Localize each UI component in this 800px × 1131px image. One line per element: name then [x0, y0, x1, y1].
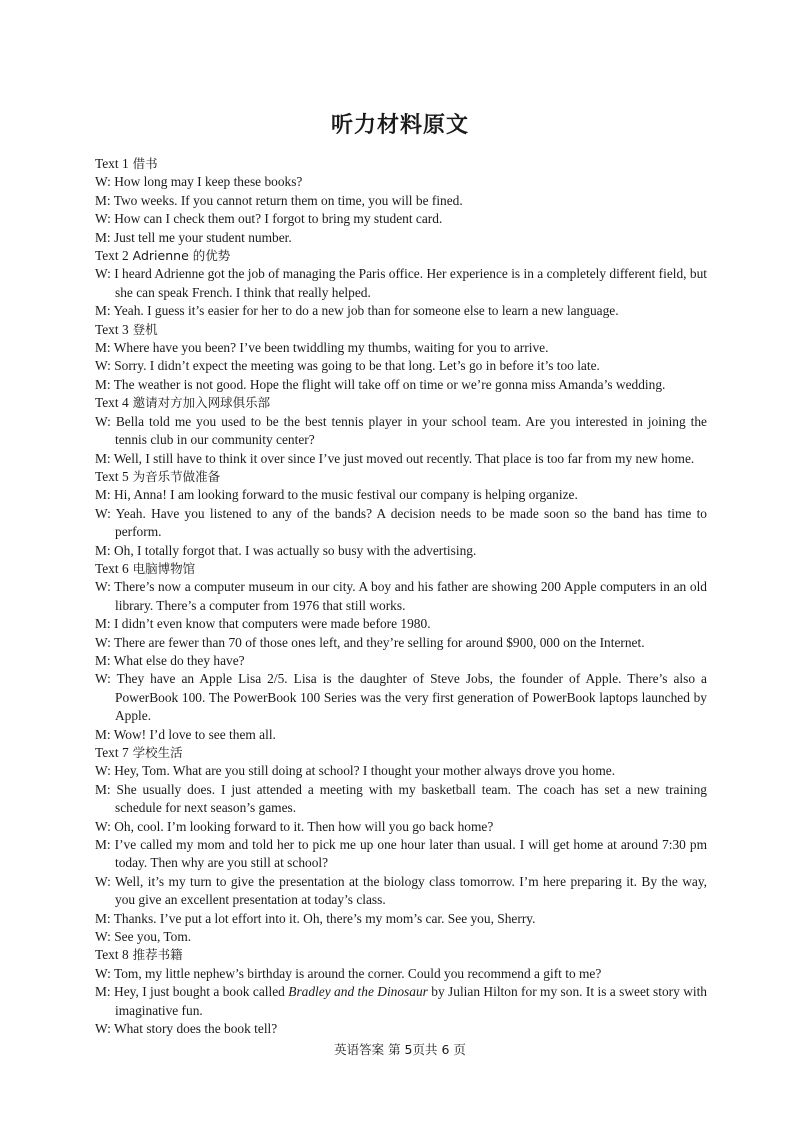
- dialogue-line: M: I’ve called my mom and told her to pick me up one hour later than usual. I will get home at around 7:30 pm today. Then why are you still at school?: [95, 837, 707, 871]
- dialogue-line: M: Where have you been? I’ve been twiddling my thumbs, waiting for you to arrive.: [95, 340, 549, 356]
- dialogue-line: W: They have an Apple Lisa 2/5. Lisa is the daughter of Steve Jobs, the founder of Apple. There’s also a PowerBook 100. The PowerBook 100 Series was the very first generation of PowerBook laptops launched by Apple.: [95, 671, 707, 724]
- section-heading: [95, 321, 707, 339]
- section-heading: [95, 560, 707, 578]
- dialogue-line: M: Just tell me your student number.: [95, 229, 292, 245]
- dialogue-line: M: Two weeks. If you cannot return them on time, you will be fined.: [95, 192, 463, 208]
- dialogue-line: M: Oh, I totally forgot that. I was actually so busy with the advertising.: [95, 542, 477, 558]
- dialogue-line: M: What else do they have?: [95, 652, 245, 668]
- section-heading: [95, 744, 707, 762]
- dialogue-line: W: Sorry. I didn’t expect the meeting was going to be that long. Let’s go in before it’s too late.: [95, 358, 600, 374]
- dialogue-line: M: Thanks. I’ve put a lot effort into it. Oh, there’s my mom’s car. See you, Sherry.: [95, 910, 536, 926]
- section-label: Text 3: [95, 321, 129, 337]
- dialogue-line: W: Bella told me you used to be the best tennis player in your school team. Are you interested in joining the tennis club in our community center?: [95, 413, 707, 448]
- section-label: Text 7: [95, 745, 129, 760]
- dialogue-line: W: How long may I keep these books?: [95, 174, 303, 190]
- dialogue-line: W: Tom, my little nephew’s birthday is around the corner. Could you recommend a gift to me?: [95, 965, 602, 981]
- dialogue-line: W: Well, it’s my turn to give the presentation at the biology class tomorrow. I’m here preparing it. By the way, you give an excellent presentation at today’s class.: [95, 873, 707, 908]
- section-topic: 学校生活: [132, 745, 183, 760]
- section-topic: 邀请对方加入网球俱乐部: [132, 395, 271, 411]
- section-label: Text 2: [95, 248, 129, 264]
- dialogue-line: W: Hey, Tom. What are you still doing at school? I thought your mother always drove you home.: [95, 763, 616, 779]
- section-label: Text 8: [95, 947, 129, 963]
- section-label: Text 1: [95, 156, 129, 171]
- dialogue-line: M: The weather is not good. Hope the flight will take off on time or we’re gonna miss Amanda’s wedding.: [95, 376, 666, 392]
- page-footer: 英语答案 第 5页共 6 页: [334, 1042, 466, 1057]
- section-topic: Adrienne 的优势: [132, 248, 231, 264]
- dialogue-line: W: Yeah. Have you listened to any of the bands? A decision needs to be made soon so the band has time to perform.: [95, 505, 707, 540]
- dialogue-line: W: There’s now a computer museum in our city. A boy and his father are showing 200 Apple computers in an old library. There’s a computer from 1976 that still works.: [95, 579, 707, 613]
- page-title: 听力材料原文: [330, 113, 469, 138]
- transcript-body: [95, 155, 707, 1039]
- dialogue-line: W: There are fewer than 70 of those ones left, and they’re selling for around $900, 000 on the Internet.: [95, 634, 645, 650]
- dialogue-line: M: Hi, Anna! I am looking forward to the music festival our company is helping organize.: [95, 487, 578, 503]
- dialogue-line: W: Oh, cool. I’m looking forward to it. Then how will you go back home?: [95, 818, 494, 834]
- section-topic: 借书: [132, 156, 158, 171]
- section-heading: [95, 155, 707, 173]
- dialogue-line: M: She usually does. I just attended a meeting with my basketball team. The coach has set a new training schedule for next season’s games.: [95, 781, 707, 816]
- section-topic: 电脑博物馆: [132, 560, 196, 576]
- dialogue-line: M: Yeah. I guess it’s easier for her to do a new job than for someone else to learn a new language.: [95, 303, 619, 319]
- section-heading: [95, 468, 707, 486]
- section-topic: 为音乐节做准备: [132, 468, 221, 484]
- book-title: Bradley and the Dinosaur: [288, 984, 428, 1000]
- section-label: Text 6: [95, 560, 129, 576]
- dialogue-line: M: I didn’t even know that computers were made before 1980.: [95, 616, 431, 632]
- section-heading: [95, 394, 707, 412]
- dialogue-text: M: Hey, I just bought a book called: [95, 984, 289, 1000]
- section-heading: [95, 247, 707, 265]
- dialogue-text: by Julian Hilton for my son. It is a sweet story with imaginative fun.: [115, 984, 707, 1018]
- section-topic: 推荐书籍: [132, 947, 183, 963]
- dialogue-line: M: Wow! I’d love to see them all.: [95, 726, 276, 742]
- section-label: Text 5: [95, 468, 129, 484]
- dialogue-line: [95, 983, 707, 1020]
- dialogue-line: W: I heard Adrienne got the job of managing the Paris office. Her experience is in a completely different field, but she can speak French. I think that really helped.: [95, 266, 707, 300]
- section-label: Text 4: [95, 395, 129, 411]
- dialogue-line: W: See you, Tom.: [95, 929, 192, 945]
- dialogue-line: W: How can I check them out? I forgot to bring my student card.: [95, 211, 443, 227]
- section-topic: 登机: [132, 321, 158, 337]
- dialogue-line: M: Well, I still have to think it over since I’ve just moved out recently. That place is too far from my new home.: [95, 450, 695, 466]
- section-heading: [95, 946, 707, 964]
- dialogue-line: W: What story does the book tell?: [95, 1021, 278, 1037]
